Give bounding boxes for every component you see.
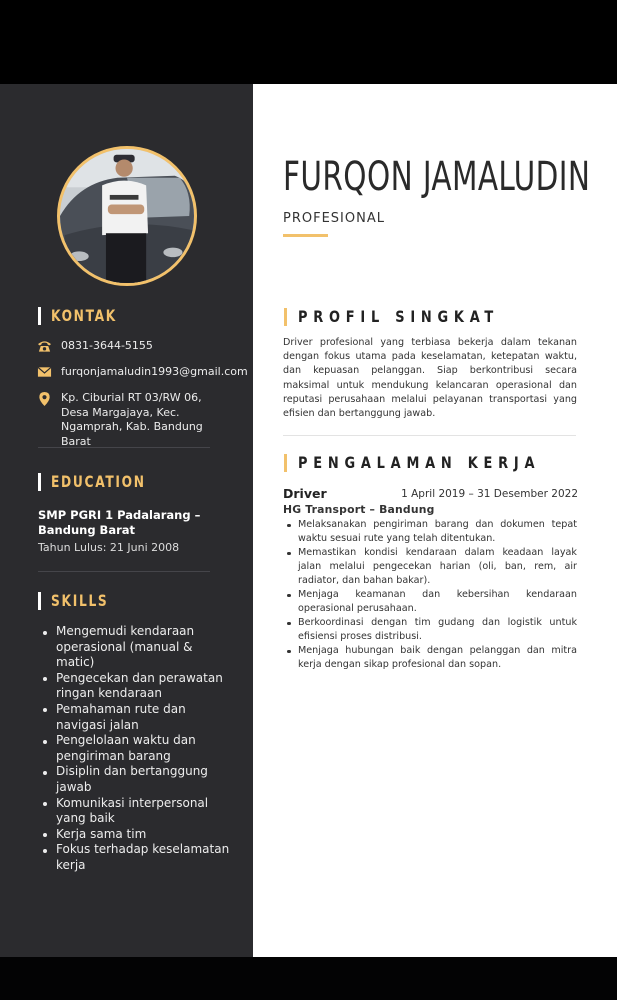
education-school: SMP PGRI 1 Padalarang – Bandung Barat — [38, 508, 201, 537]
duty-item: Menjaga hubungan baik dengan pelanggan dan mitra kerja dengan sikap profesional dan sopan. — [283, 644, 577, 672]
top-black-bar — [0, 0, 617, 84]
contact-phone[interactable] — [36, 339, 153, 354]
job-date-range: 1 April 2019 – 31 Desember 2022 — [401, 488, 578, 500]
experience-title: PENGALAMAN KERJA — [298, 453, 541, 472]
job-title: Driver — [283, 486, 327, 501]
sidebar-divider — [38, 447, 210, 448]
duty-item: Menjaga keamanan dan kebersihan kendaraan operasional perusahaan. — [283, 588, 577, 616]
contact-address — [36, 391, 226, 449]
address-text: Kp. Ciburial RT 03/RW 06, Desa Margajaya, Kec. Ngamprah, Kab. Bandung Barat — [61, 391, 203, 448]
section-marker — [38, 307, 41, 325]
contact-email[interactable] — [36, 365, 248, 380]
accent-underline — [283, 234, 328, 237]
section-marker — [284, 308, 287, 326]
main-divider — [283, 435, 576, 436]
skill-item: Kerja sama tim — [40, 827, 230, 843]
main-content — [253, 84, 617, 957]
skills-title: SKILLS — [51, 591, 109, 610]
job-company: HG Transport – Bandung — [283, 503, 435, 516]
skills-list — [40, 624, 230, 874]
bottom-black-bar — [0, 957, 617, 1000]
skill-item: Komunikasi interpersonal yang baik — [40, 796, 230, 827]
profile-title: PROFIL SINGKAT — [298, 307, 499, 326]
envelope-icon — [36, 365, 52, 379]
contact-section-header — [38, 306, 129, 325]
education-section-header — [38, 472, 162, 491]
skill-item: Pengelolaan waktu dan pengiriman barang — [40, 733, 230, 764]
skill-item: Fokus terhadap keselamatan kerja — [40, 842, 230, 873]
skill-item: Pemahaman rute dan navigasi jalan — [40, 702, 230, 733]
sidebar — [0, 84, 253, 957]
sidebar-divider — [38, 571, 210, 572]
job-duties-list — [283, 518, 577, 672]
phone-icon — [36, 339, 52, 353]
profile-photo — [57, 146, 197, 286]
profile-section-header — [284, 307, 521, 326]
person-with-car-image — [60, 149, 194, 283]
email-address: furqonjamaludin1993@gmail.com — [61, 365, 248, 378]
experience-section-header — [284, 453, 567, 472]
phone-number: 0831-3644-5155 — [61, 339, 153, 352]
resume-page — [0, 84, 617, 957]
profile-summary: Driver profesional yang terbiasa bekerja dalam tekanan dengan fokus utama pada keselamatan, ketepatan waktu, dan kepuasan pelanggan. Siap berkontribusi secara maksimal untuk mendukung kelancaran operasional dan reputasi perusahaan melalui pelayanan transportasi yang efisien dan bertanggung jawab. — [283, 337, 577, 420]
section-marker — [38, 473, 41, 491]
skill-item: Pengecekan dan perawatan ringan kendaraan — [40, 671, 230, 702]
section-marker — [38, 592, 41, 610]
skill-item: Mengemudi kendaraan operasional (manual & matic) — [40, 624, 230, 671]
education-year: Tahun Lulus: 21 Juni 2008 — [38, 541, 180, 554]
map-pin-icon — [36, 391, 52, 407]
duty-item: Melaksanakan pengiriman barang dan dokumen tepat waktu sesuai rute yang telah ditentukan. — [283, 518, 577, 546]
contact-title: KONTAK — [51, 306, 117, 325]
duty-item: Berkoordinasi dengan tim gudang dan logistik untuk efisiensi proses distribusi. — [283, 616, 577, 644]
skill-item: Disiplin dan bertanggung jawab — [40, 764, 230, 795]
duty-item: Memastikan kondisi kendaraan dalam keadaan layak jalan melalui pengecekan harian (oli, ban, rem, air radiator, dan bahan bakar). — [283, 546, 577, 588]
education-title: EDUCATION — [51, 472, 146, 491]
skills-section-header — [38, 591, 119, 610]
full-name: FURQON JAMALUDIN — [283, 154, 591, 200]
job-role: PROFESIONAL — [283, 211, 385, 226]
section-marker — [284, 454, 287, 472]
